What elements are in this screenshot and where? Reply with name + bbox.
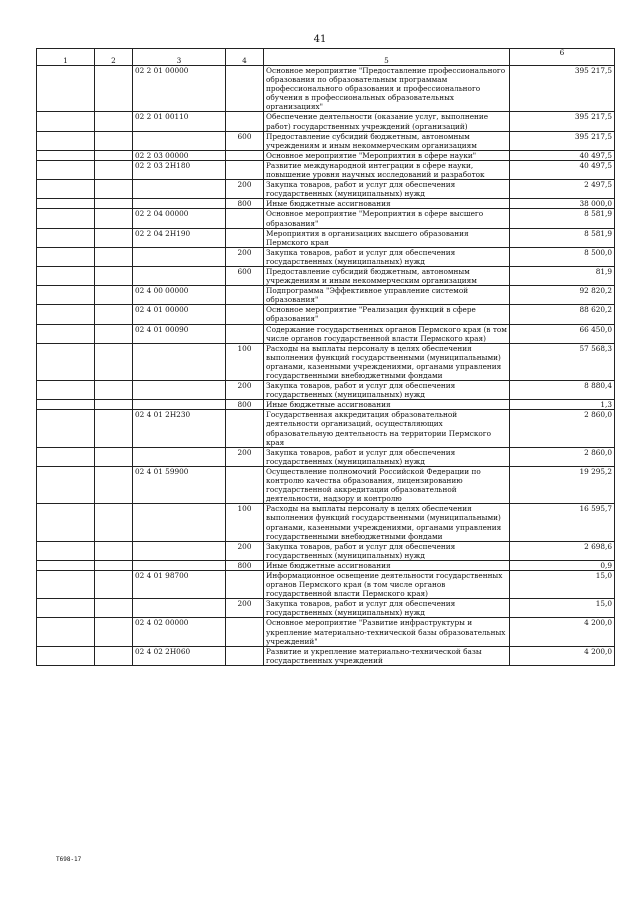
cell-code: 02 2 03 2Н180	[133, 160, 226, 179]
cell-col-2	[95, 447, 133, 466]
cell-amount: 8 880,4	[510, 381, 615, 400]
table-row	[37, 266, 615, 285]
cell-expense-type	[226, 66, 264, 112]
cell-name: Развитие и укрепление материально-технической базы государственных учреждений	[264, 646, 510, 665]
cell-col-1	[37, 160, 95, 179]
cell-name: Государственная аккредитация образовательной деятельности организаций, осуществляющих образовательную деятельность на территории Пермского края	[264, 410, 510, 447]
cell-expense-type: 100	[226, 343, 264, 380]
cell-code	[133, 560, 226, 570]
header-col-4: 4	[226, 57, 264, 66]
table-row	[37, 570, 615, 598]
table-row	[37, 180, 615, 199]
cell-col-1	[37, 410, 95, 447]
cell-amount: 2 497,5	[510, 180, 615, 199]
cell-col-1	[37, 112, 95, 131]
table-row	[37, 228, 615, 247]
cell-expense-type	[226, 410, 264, 447]
cell-expense-type: 800	[226, 400, 264, 410]
header-col-6-label: 6	[510, 49, 615, 58]
cell-col-1	[37, 286, 95, 305]
cell-code	[133, 504, 226, 541]
header-col-3: 3	[133, 57, 226, 66]
table-row	[37, 381, 615, 400]
cell-col-2	[95, 286, 133, 305]
table-row	[37, 599, 615, 618]
table-row	[37, 504, 615, 541]
table-row	[37, 560, 615, 570]
table-row	[37, 646, 615, 665]
cell-name: Предоставление субсидий бюджетным, автономным учреждениям и иным некоммерческим организациям	[264, 266, 510, 285]
cell-amount: 15,0	[510, 599, 615, 618]
cell-col-2	[95, 400, 133, 410]
cell-amount: 66 450,0	[510, 324, 615, 343]
cell-amount: 40 497,5	[510, 150, 615, 160]
table-row	[37, 286, 615, 305]
cell-code	[133, 199, 226, 209]
header-col-6	[510, 57, 615, 66]
table-row	[37, 400, 615, 410]
cell-expense-type: 200	[226, 599, 264, 618]
cell-code	[133, 131, 226, 150]
cell-amount: 1,3	[510, 400, 615, 410]
cell-col-1	[37, 599, 95, 618]
table-row	[37, 541, 615, 560]
page-number: 41	[313, 34, 327, 45]
cell-amount: 8 500,0	[510, 247, 615, 266]
cell-col-1	[37, 381, 95, 400]
cell-code: 02 2 04 00000	[133, 209, 226, 228]
cell-name: Закупка товаров, работ и услуг для обеспечения государственных (муниципальных) нужд	[264, 447, 510, 466]
cell-col-2	[95, 618, 133, 646]
cell-col-2	[95, 131, 133, 150]
cell-col-2	[95, 180, 133, 199]
cell-expense-type: 200	[226, 447, 264, 466]
cell-name: Иные бюджетные ассигнования	[264, 199, 510, 209]
cell-amount: 16 595,7	[510, 504, 615, 541]
cell-amount: 4 200,0	[510, 618, 615, 646]
cell-col-1	[37, 150, 95, 160]
cell-col-1	[37, 228, 95, 247]
budget-table	[36, 48, 615, 666]
table-row	[37, 618, 615, 646]
cell-expense-type	[226, 228, 264, 247]
cell-expense-type	[226, 618, 264, 646]
cell-expense-type	[226, 466, 264, 503]
cell-col-2	[95, 247, 133, 266]
cell-col-1	[37, 343, 95, 380]
cell-amount: 8 581,9	[510, 209, 615, 228]
cell-name: Обеспечение деятельности (оказание услуг, выполнение работ) государственных учреждений (организаций)	[264, 112, 510, 131]
cell-amount: 395 217,5	[510, 131, 615, 150]
cell-code: 02 4 01 98700	[133, 570, 226, 598]
cell-amount: 8 581,9	[510, 228, 615, 247]
cell-expense-type: 200	[226, 247, 264, 266]
cell-name: Содержание государственных органов Пермского края (в том числе органов государственной власти Пермского края)	[264, 324, 510, 343]
cell-col-2	[95, 112, 133, 131]
table-row	[37, 66, 615, 112]
cell-expense-type: 600	[226, 131, 264, 150]
table-row	[37, 209, 615, 228]
cell-name: Информационное освещение деятельности государственных органов Пермского края (в том числе органов государственной власти Пермского края)	[264, 570, 510, 598]
cell-name: Предоставление субсидий бюджетным, автономным учреждениям и иным некоммерческим организациям	[264, 131, 510, 150]
cell-col-1	[37, 570, 95, 598]
cell-code	[133, 247, 226, 266]
cell-name: Закупка товаров, работ и услуг для обеспечения государственных (муниципальных) нужд	[264, 180, 510, 199]
cell-code	[133, 180, 226, 199]
cell-col-2	[95, 199, 133, 209]
cell-code	[133, 447, 226, 466]
cell-name: Основное мероприятие "Развитие инфраструктуры и укрепление материально-технической базы образовательных учреждений"	[264, 618, 510, 646]
cell-code	[133, 541, 226, 560]
cell-col-1	[37, 646, 95, 665]
cell-col-2	[95, 305, 133, 324]
table-row	[37, 150, 615, 160]
cell-expense-type	[226, 646, 264, 665]
header-row-top	[37, 49, 615, 58]
cell-amount: 2 860,0	[510, 447, 615, 466]
table-row	[37, 410, 615, 447]
cell-amount: 88 620,2	[510, 305, 615, 324]
cell-col-1	[37, 324, 95, 343]
cell-expense-type: 200	[226, 180, 264, 199]
cell-col-2	[95, 646, 133, 665]
cell-code: 02 4 01 00000	[133, 305, 226, 324]
cell-col-1	[37, 541, 95, 560]
cell-amount: 38 000,0	[510, 199, 615, 209]
cell-col-2	[95, 504, 133, 541]
header-col-1: 1	[37, 57, 95, 66]
cell-col-1	[37, 209, 95, 228]
cell-expense-type: 200	[226, 381, 264, 400]
cell-expense-type	[226, 209, 264, 228]
table-row	[37, 324, 615, 343]
cell-col-2	[95, 209, 133, 228]
cell-col-2	[95, 266, 133, 285]
cell-name: Закупка товаров, работ и услуг для обеспечения государственных (муниципальных) нужд	[264, 381, 510, 400]
cell-name: Подпрограмма "Эффективное управление системой образования"	[264, 286, 510, 305]
cell-expense-type: 200	[226, 541, 264, 560]
cell-code: 02 2 01 00110	[133, 112, 226, 131]
cell-expense-type	[226, 305, 264, 324]
cell-name: Закупка товаров, работ и услуг для обеспечения государственных (муниципальных) нужд	[264, 541, 510, 560]
table-row	[37, 447, 615, 466]
table-row	[37, 131, 615, 150]
cell-col-2	[95, 541, 133, 560]
cell-amount: 2 698,6	[510, 541, 615, 560]
cell-col-2	[95, 343, 133, 380]
cell-expense-type: 100	[226, 504, 264, 541]
cell-col-2	[95, 381, 133, 400]
table-row	[37, 199, 615, 209]
table-row	[37, 305, 615, 324]
cell-code	[133, 400, 226, 410]
cell-code	[133, 599, 226, 618]
cell-amount: 15,0	[510, 570, 615, 598]
table-row	[37, 160, 615, 179]
cell-amount: 92 820,2	[510, 286, 615, 305]
cell-col-1	[37, 131, 95, 150]
cell-col-1	[37, 199, 95, 209]
cell-code	[133, 343, 226, 380]
cell-col-1	[37, 504, 95, 541]
cell-name: Основное мероприятие "Реализация функций в сфере образования"	[264, 305, 510, 324]
cell-col-1	[37, 618, 95, 646]
cell-col-2	[95, 560, 133, 570]
cell-name: Мероприятия в организациях высшего образования Пермского края	[264, 228, 510, 247]
cell-expense-type	[226, 150, 264, 160]
cell-expense-type: 800	[226, 199, 264, 209]
cell-col-2	[95, 324, 133, 343]
cell-col-1	[37, 466, 95, 503]
cell-expense-type: 600	[226, 266, 264, 285]
table-row	[37, 343, 615, 380]
cell-col-2	[95, 466, 133, 503]
cell-code: 02 4 02 00000	[133, 618, 226, 646]
cell-name: Закупка товаров, работ и услуг для обеспечения государственных (муниципальных) нужд	[264, 599, 510, 618]
cell-col-2	[95, 150, 133, 160]
cell-code: 02 2 04 2Н190	[133, 228, 226, 247]
cell-name: Закупка товаров, работ и услуг для обеспечения государственных (муниципальных) нужд	[264, 247, 510, 266]
cell-name: Развитие международной интеграции в сфере науки, повышение уровня научных исследований и разработок	[264, 160, 510, 179]
cell-col-2	[95, 599, 133, 618]
cell-amount: 0,9	[510, 560, 615, 570]
cell-col-1	[37, 305, 95, 324]
cell-expense-type	[226, 286, 264, 305]
cell-col-2	[95, 66, 133, 112]
cell-amount: 19 295,2	[510, 466, 615, 503]
cell-amount: 57 568,3	[510, 343, 615, 380]
cell-expense-type	[226, 324, 264, 343]
cell-amount: 4 200,0	[510, 646, 615, 665]
cell-col-2	[95, 570, 133, 598]
cell-code: 02 4 01 00090	[133, 324, 226, 343]
cell-code: 02 2 03 00000	[133, 150, 226, 160]
cell-name: Основное мероприятие "Предоставление профессионального образования по образовательным программам профессионального образования и профессионального обучения в профессиональных образовательных организациях"	[264, 66, 510, 112]
cell-expense-type	[226, 160, 264, 179]
cell-name: Основное мероприятие "Мероприятия в сфере высшего образования"	[264, 209, 510, 228]
cell-amount: 81,9	[510, 266, 615, 285]
cell-name: Основное мероприятие "Мероприятия в сфере науки"	[264, 150, 510, 160]
cell-name: Расходы на выплаты персоналу в целях обеспечения выполнения функций государственными (муниципальными) органами, казенными учреждениями, органами управления государственными внебюджетными фондами	[264, 504, 510, 541]
cell-name: Осуществление полномочий Российской Федерации по контролю качества образования, лицензированию государственной аккредитации образовательной деятельности, надзору и контролю	[264, 466, 510, 503]
cell-col-1	[37, 447, 95, 466]
footer-code: T698-17	[56, 856, 82, 863]
table-row	[37, 112, 615, 131]
cell-code	[133, 381, 226, 400]
cell-amount: 40 497,5	[510, 160, 615, 179]
cell-amount: 395 217,5	[510, 112, 615, 131]
table-body	[37, 66, 615, 666]
cell-col-1	[37, 247, 95, 266]
cell-expense-type: 800	[226, 560, 264, 570]
cell-amount: 395 217,5	[510, 66, 615, 112]
cell-code: 02 4 02 2Н060	[133, 646, 226, 665]
header-row	[37, 57, 615, 66]
cell-col-1	[37, 560, 95, 570]
table-row	[37, 247, 615, 266]
header-col-5: 5	[264, 57, 510, 66]
cell-name: Расходы на выплаты персоналу в целях обеспечения выполнения функций государственными (муниципальными) органами, казенными учреждениями, органами управления государственными внебюджетными фондами	[264, 343, 510, 380]
cell-col-1	[37, 66, 95, 112]
cell-code: 02 4 01 2Н230	[133, 410, 226, 447]
cell-name: Иные бюджетные ассигнования	[264, 400, 510, 410]
cell-amount: 2 860,0	[510, 410, 615, 447]
header-col-2: 2	[95, 57, 133, 66]
table-row	[37, 466, 615, 503]
cell-code: 02 4 00 00000	[133, 286, 226, 305]
cell-col-2	[95, 410, 133, 447]
cell-col-1	[37, 180, 95, 199]
cell-expense-type	[226, 570, 264, 598]
cell-code: 02 2 01 00000	[133, 66, 226, 112]
cell-code: 02 4 01 59900	[133, 466, 226, 503]
cell-name: Иные бюджетные ассигнования	[264, 560, 510, 570]
cell-col-1	[37, 266, 95, 285]
cell-code	[133, 266, 226, 285]
cell-col-2	[95, 160, 133, 179]
cell-col-1	[37, 400, 95, 410]
cell-col-2	[95, 228, 133, 247]
cell-expense-type	[226, 112, 264, 131]
